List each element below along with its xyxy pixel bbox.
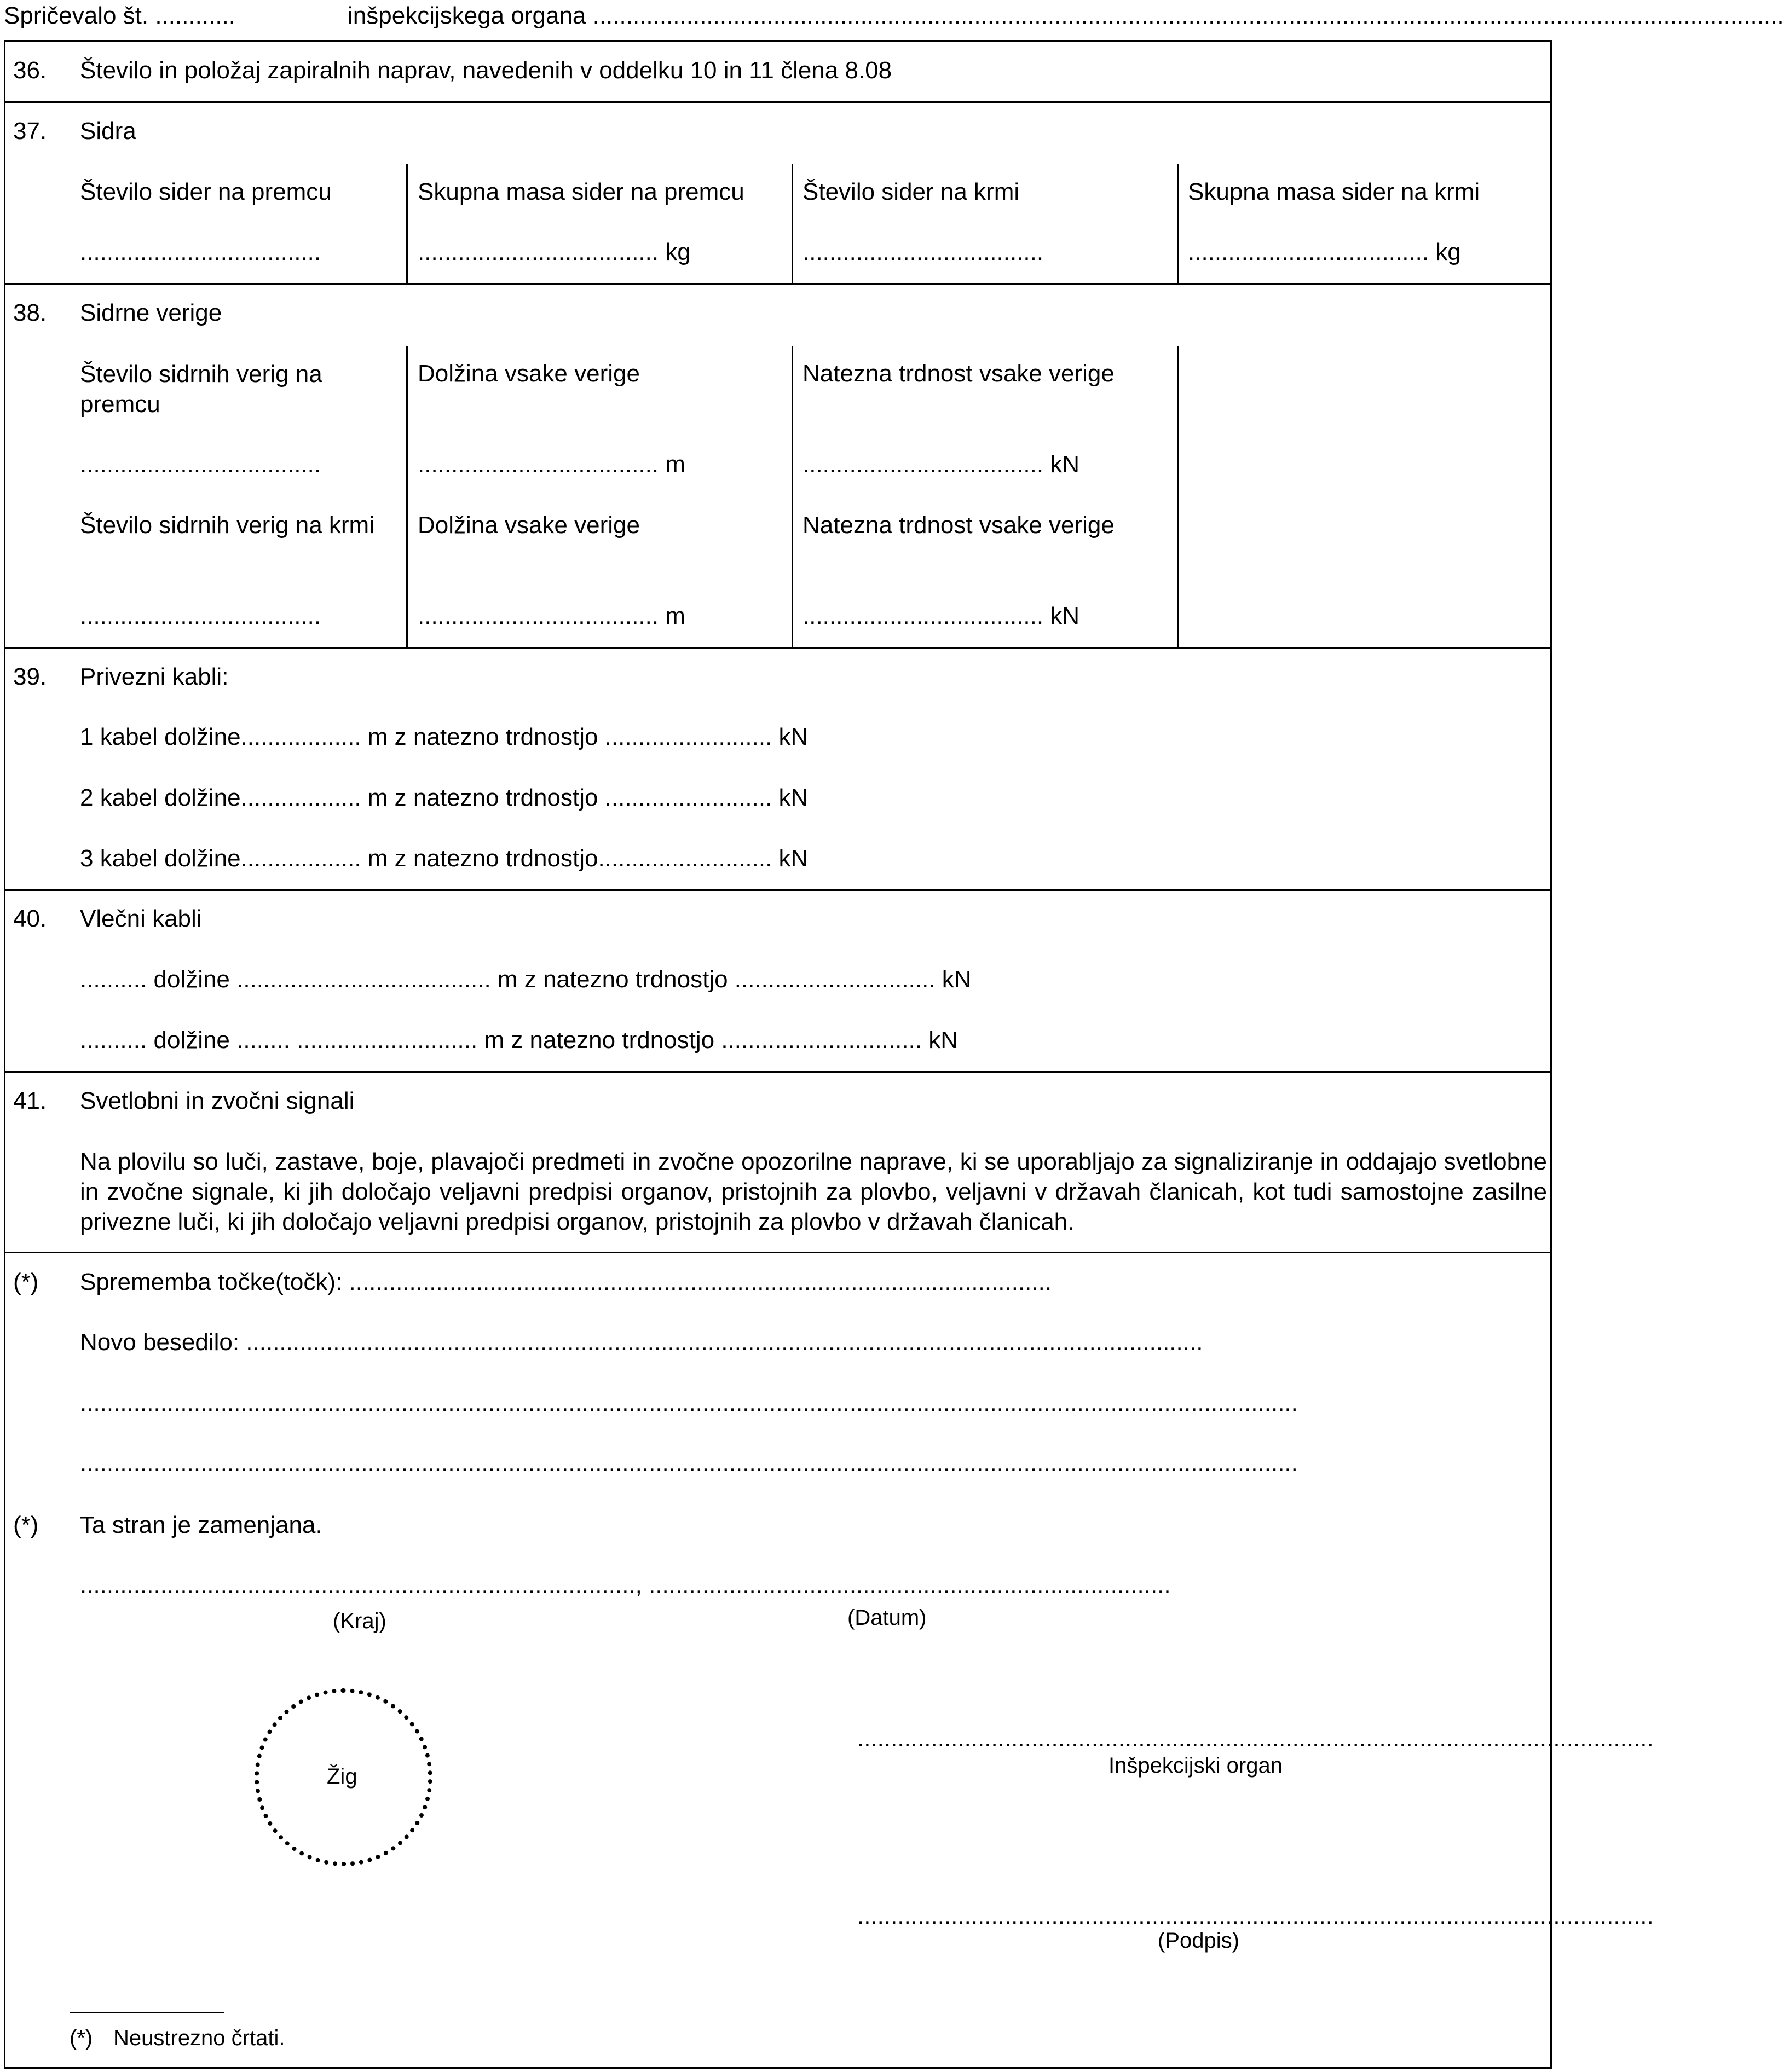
fill-field: .................................... kN: [802, 603, 1080, 629]
section-title: Sidrne verige: [80, 299, 222, 326]
footnote-text: Neustrezno črtati.: [113, 2026, 285, 2050]
section-number: 37.: [13, 118, 47, 144]
fill-field: ....................................: [80, 239, 321, 265]
column-header: Natezna trdnost vsake verige: [802, 512, 1115, 539]
footnote-mark: (*): [13, 1269, 39, 1295]
section-title: Sidra: [80, 118, 136, 144]
divider-41: [4, 1071, 1552, 1073]
stamp-label: Žig: [327, 1764, 357, 1789]
column-header: Skupna masa sider na premcu: [418, 178, 744, 205]
towing-line: .......... dolžine ........ ........................... m z natezno trdnostjo .............................. kN: [80, 1027, 959, 1054]
col-divider: [406, 346, 408, 647]
place-label: (Kraj): [333, 1609, 386, 1633]
column-header: Skupna masa sider na krmi: [1188, 178, 1480, 205]
signature-line: .......................................................................................................................: [857, 1903, 1654, 1930]
place-date-line: ..................................................................................., ..............................................................................: [80, 1572, 1171, 1599]
divider-40: [4, 889, 1552, 891]
page-replaced-text: Ta stran je zamenjana.: [80, 1512, 322, 1538]
column-header: Število sidrnih verig na krmi: [80, 512, 374, 539]
column-header: Število sider na krmi: [802, 178, 1020, 205]
signals-paragraph: Na plovilu so luči, zastave, boje, plavajoči predmeti in zvočne opozorilne naprave, ki se uporabljajo za signaliziranje in oddajajo svetlobne in zvočne signale, ki jih določajo veljavni predpisi organov, pristojnih za plovbo, veljavni v državah članicah, kot tudi samostojne zasilne privezne luči, ki jih določajo veljavni predpisi organov, pristojnih za plovbo v državah članicah.: [80, 1148, 1547, 1235]
column-header: Število sider na premcu: [80, 178, 332, 205]
mooring-line: 2 kabel dolžine.................. m z natezno trdnostjo ......................... kN: [80, 784, 809, 811]
section-number: 41.: [13, 1087, 47, 1114]
col-divider: [1177, 164, 1179, 283]
footnote-rule: [70, 2012, 224, 2013]
mooring-line: 3 kabel dolžine.................. m z natezno trdnostjo.......................... kN: [80, 845, 809, 872]
col-divider: [406, 164, 408, 283]
new-text-line: ......................................................................................................................................................................................: [80, 1390, 1298, 1416]
amended-items: Sprememba točke(točk): .........................................................................................................: [80, 1269, 1052, 1295]
divider-42: [4, 1252, 1552, 1253]
new-text-line: ......................................................................................................................................................................................: [80, 1450, 1298, 1477]
divider-38: [4, 283, 1552, 285]
section-number: 40.: [13, 905, 47, 932]
section-number: 39.: [13, 663, 47, 690]
section-title: Privezni kabli:: [80, 663, 229, 690]
mooring-line: 1 kabel dolžine.................. m z natezno trdnostjo ......................... kN: [80, 724, 809, 750]
inspection-body: inšpekcijskega organa ..................................................................................................................................................................................: [348, 2, 1784, 29]
certificate-number: Spričevalo št. ............: [4, 2, 236, 29]
new-text: Novo besedilo: ...............................................................................................................................................: [80, 1329, 1203, 1356]
col-divider: [792, 346, 793, 647]
section-number: 38.: [13, 299, 47, 326]
fill-field: .................................... m: [418, 451, 685, 478]
towing-line: .......... dolžine ...................................... m z natezno trdnostjo .............................. kN: [80, 966, 972, 993]
column-header: Dolžina vsake verige: [418, 360, 640, 387]
fill-field: ....................................: [80, 603, 321, 629]
column-header: Dolžina vsake verige: [418, 512, 640, 539]
section-title: Svetlobni in zvočni signali: [80, 1087, 355, 1114]
signature-label: (Podpis): [1158, 1929, 1239, 1953]
fill-field: .................................... kN: [802, 451, 1080, 478]
divider-39: [4, 647, 1552, 649]
footnote-mark: (*): [13, 1512, 39, 1538]
section-36-text: Število in položaj zapiralnih naprav, navedenih v oddelku 10 in 11 člena 8.08: [80, 57, 892, 84]
section-number: 36.: [13, 57, 47, 84]
column-header: Natezna trdnost vsake verige: [802, 360, 1115, 387]
fill-field: .................................... kg: [1188, 239, 1461, 265]
col-divider: [1177, 346, 1179, 647]
fill-field: .................................... m: [418, 603, 685, 629]
footnote-mark: (*): [70, 2026, 93, 2050]
inspection-organ-label: Inšpekcijski organ: [1108, 1753, 1283, 1778]
divider-36: [4, 101, 1552, 103]
fill-field: ....................................: [802, 239, 1044, 265]
column-header: Število sidrnih verig na premcu: [80, 361, 322, 418]
date-label: (Datum): [847, 1606, 927, 1630]
col-divider: [792, 164, 793, 283]
inspection-organ-line: .......................................................................................................................: [857, 1725, 1654, 1752]
section-title: Vlečni kabli: [80, 905, 202, 932]
fill-field: ....................................: [80, 451, 321, 478]
fill-field: .................................... kg: [418, 239, 691, 265]
